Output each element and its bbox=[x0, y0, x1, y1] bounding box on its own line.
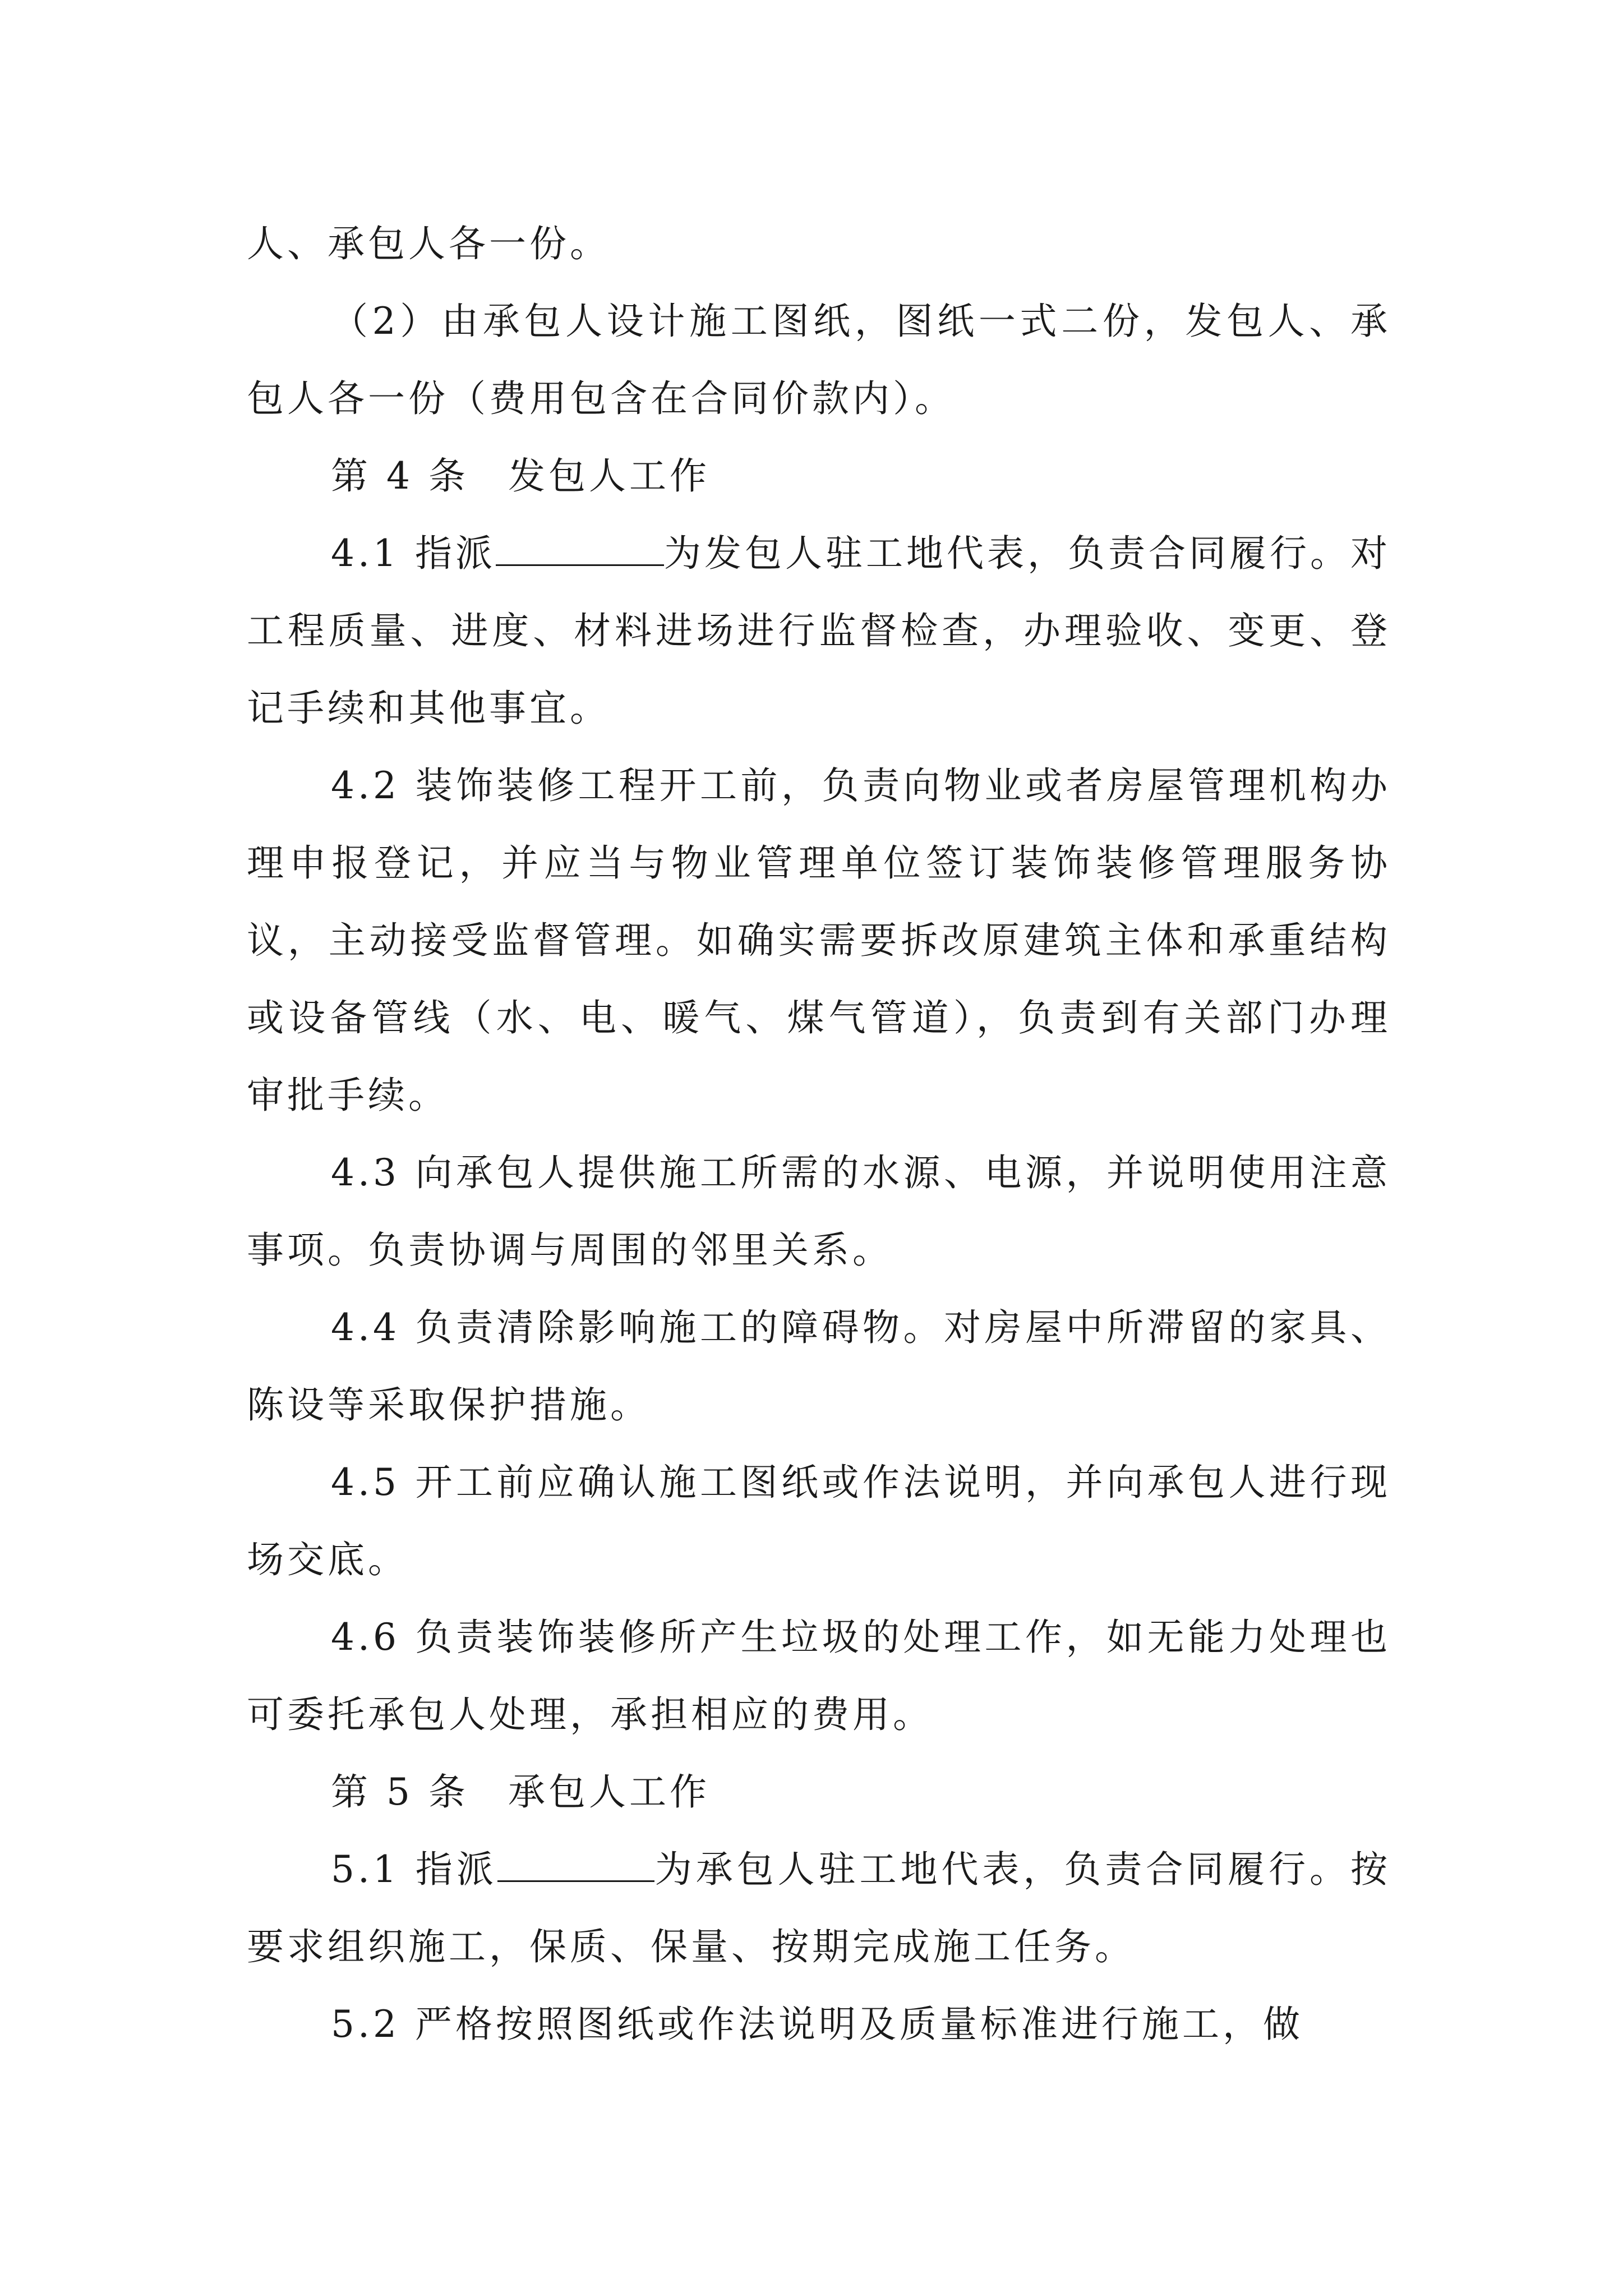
article-4-title: 发包人工作 bbox=[508, 454, 710, 498]
clause-4-4: 4.4 负责清除影响施工的障碍物。对房屋中所滞留的家具、陈设等采取保护措施。 bbox=[247, 1306, 1391, 1427]
article-4-heading bbox=[247, 438, 1391, 515]
clause-5-1-prefix: 5.1 指派 bbox=[331, 1848, 497, 1891]
clause-4-2: 4.2 装饰装修工程开工前，负责向物业或者房屋管理机构办理申报登记，并应当与物业管理单位签订装饰装修管理服务协议，主动接受监督管理。如确实需要拆改原建筑主体和承重结构或设备管线（水、电、暖气、煤气管道），负责到有关部门办理审批手续。 bbox=[247, 764, 1391, 1117]
clause-5-1-text: 为承包人驻工地代表，负责合同履行。按要求组织施工，保质、保量、按期完成施工任务。 bbox=[247, 1848, 1391, 1968]
clause-4-6: 4.6 负责装饰装修所产生垃圾的处理工作，如无能力处理也可委托承包人处理，承担相应的费用。 bbox=[247, 1616, 1391, 1736]
article-5-number: 第 5 条 bbox=[331, 1770, 469, 1814]
clause-4-1 bbox=[247, 515, 1391, 747]
paragraph-item-2: （2）由承包人设计施工图纸，图纸一式二份，发包人、承包人各一份（费用包含在合同价款内）。 bbox=[247, 300, 1391, 420]
clause-4-1-prefix: 4.1 指派 bbox=[331, 532, 496, 575]
clause-4-5: 4.5 开工前应确认施工图纸或作法说明，并向承包人进行现场交底。 bbox=[247, 1461, 1391, 1581]
clause-5-2: 5.2 严格按照图纸或作法说明及质量标准进行施工，做 bbox=[331, 2003, 1303, 2046]
clause-4-3: 4.3 向承包人提供施工所需的水源、电源，并说明使用注意事项。负责协调与周围的邻里关系。 bbox=[247, 1151, 1391, 1272]
fill-in-blank-contractor-representative[interactable] bbox=[497, 1848, 654, 1882]
article-4-number: 第 4 条 bbox=[331, 454, 469, 498]
article-5-title: 承包人工作 bbox=[508, 1770, 710, 1814]
fill-in-blank-owner-representative[interactable] bbox=[496, 532, 664, 566]
document-body bbox=[247, 205, 1391, 2063]
article-5-heading bbox=[247, 1754, 1391, 1831]
clause-4-1-text: 为发包人驻工地代表，负责合同履行。对工程质量、进度、材料进场进行监督检查，办理验收、变更、登记手续和其他事宜。 bbox=[247, 532, 1391, 730]
clause-5-1 bbox=[247, 1831, 1391, 1986]
paragraph-continuation: 人、承包人各一份。 bbox=[247, 222, 610, 265]
